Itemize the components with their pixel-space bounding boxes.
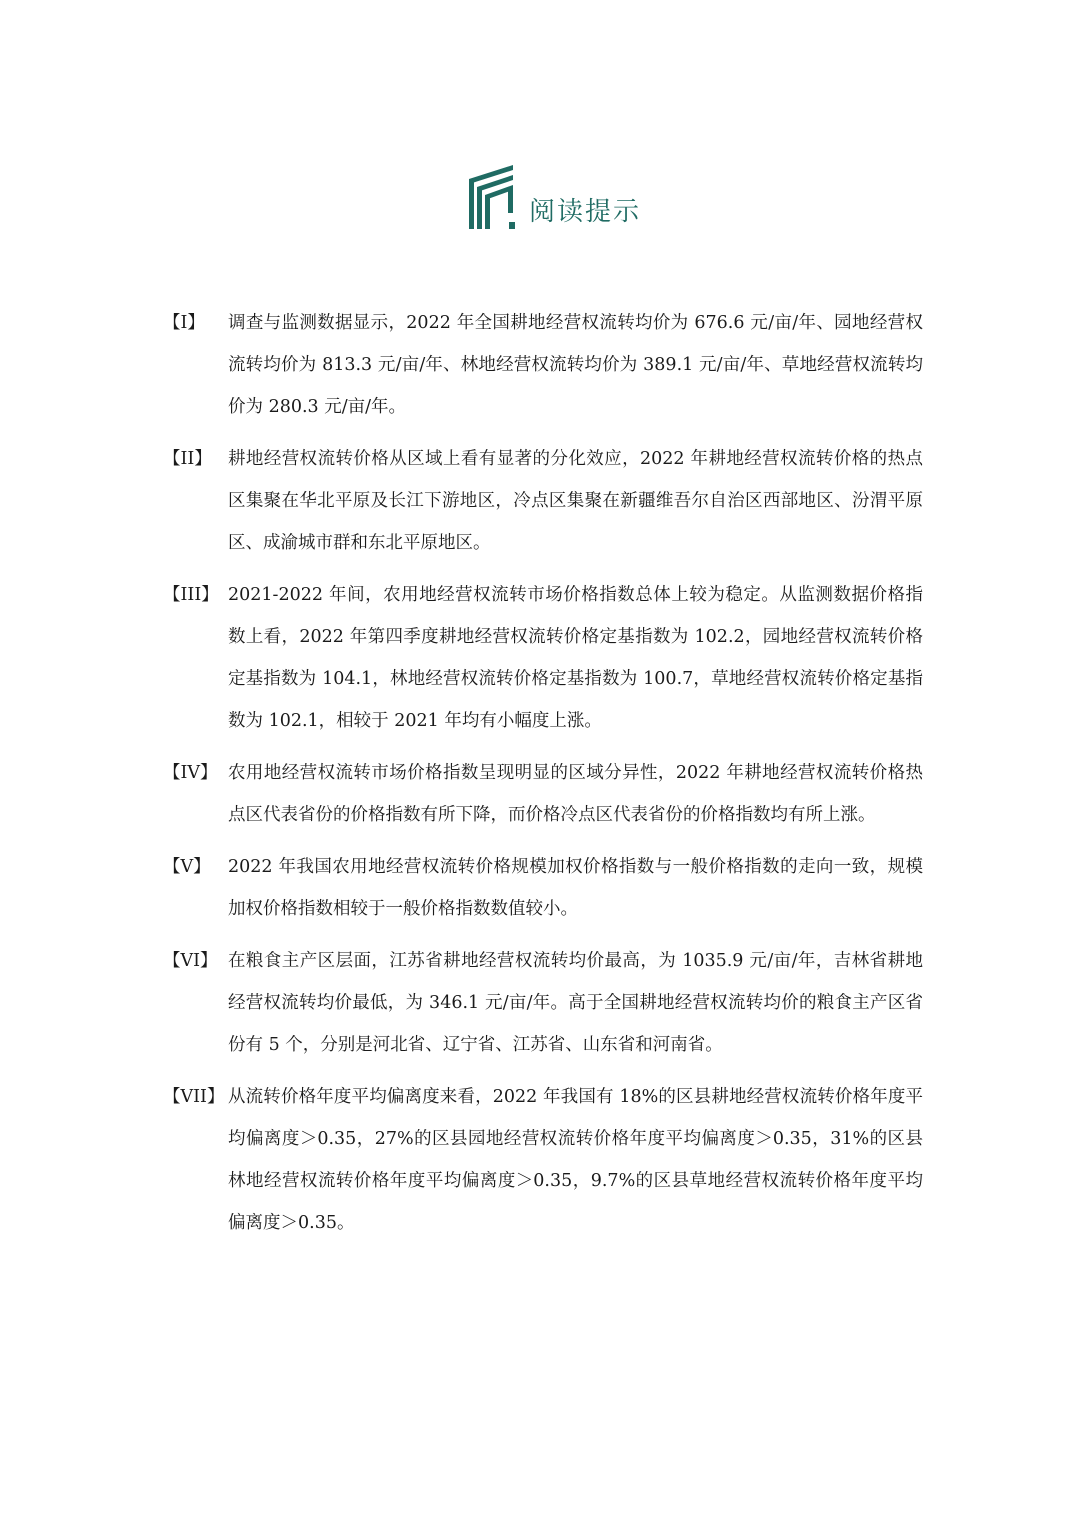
- list-item: [163, 940, 923, 1066]
- item-text: 耕地经营权流转价格从区域上看有显著的分化效应，2022 年耕地经营权流转价格的热点区集聚在华北平原及长江下游地区，冷点区集聚在新疆维吾尔自治区西部地区、汾渭平原区、成渝城市群和东北平原地区。: [228, 449, 923, 553]
- item-marker: 【I】: [163, 313, 205, 333]
- item-marker: 【II】: [163, 449, 212, 469]
- item-marker: 【III】: [163, 585, 219, 605]
- item-marker: 【VI】: [163, 951, 218, 971]
- item-text: 农用地经营权流转市场价格指数呈现明显的区域分异性，2022 年耕地经营权流转价格热点区代表省份的价格指数有所下降，而价格冷点区代表省份的价格指数均有所上涨。: [228, 763, 923, 825]
- list-item: [163, 438, 923, 564]
- page-title: 阅读提示: [528, 197, 641, 227]
- list-item: [163, 1076, 923, 1244]
- list-item: [163, 752, 923, 836]
- item-text: 在粮食主产区层面，江苏省耕地经营权流转均价最高，为 1035.9 元/亩/年，吉林省耕地经营权流转均价最低，为 346.1 元/亩/年。高于全国耕地经营权流转均价的粮食主产区省份有 5 个，分别是河北省、辽宁省、江苏省、山东省和河南省。: [228, 951, 923, 1055]
- header-group: [469, 165, 641, 229]
- list-item: [163, 846, 923, 930]
- item-marker: 【IV】: [163, 763, 218, 783]
- item-text: 调查与监测数据显示，2022 年全国耕地经营权流转均价为 676.6 元/亩/年、园地经营权流转均价为 813.3 元/亩/年、林地经营权流转均价为 389.1 元/亩/年、草地经营权流转均价为 280.3 元/亩/年。: [228, 313, 923, 417]
- item-marker: 【V】: [163, 857, 211, 877]
- item-text: 2022 年我国农用地经营权流转价格规模加权价格指数与一般价格指数的走向一致，规模加权价格指数相较于一般价格指数数值较小。: [228, 857, 923, 919]
- page-header: [0, 165, 1080, 229]
- item-text: 2021-2022 年间，农用地经营权流转市场价格指数总体上较为稳定。从监测数据价格指数上看，2022 年第四季度耕地经营权流转价格定基指数为 102.2，园地经营权流转价格定基指数为 104.1，林地经营权流转价格定基指数为 100.7，草地经营权流转价格定基指数为 102.1，相较于 2021 年均有小幅度上涨。: [228, 585, 923, 731]
- list-item: [163, 302, 923, 428]
- reading-tips-list: [163, 302, 923, 1254]
- logo-icon: [469, 165, 519, 229]
- item-text: 从流转价格年度平均偏离度来看，2022 年我国有 18%的区县耕地经营权流转价格年度平均偏离度＞0.35，27%的区县园地经营权流转价格年度平均偏离度＞0.35，31%的区县林地经营权流转价格年度平均偏离度＞0.35，9.7%的区县草地经营权流转价格年度平均偏离度＞0.35。: [228, 1087, 923, 1233]
- item-marker: 【VII】: [163, 1087, 225, 1107]
- list-item: [163, 574, 923, 742]
